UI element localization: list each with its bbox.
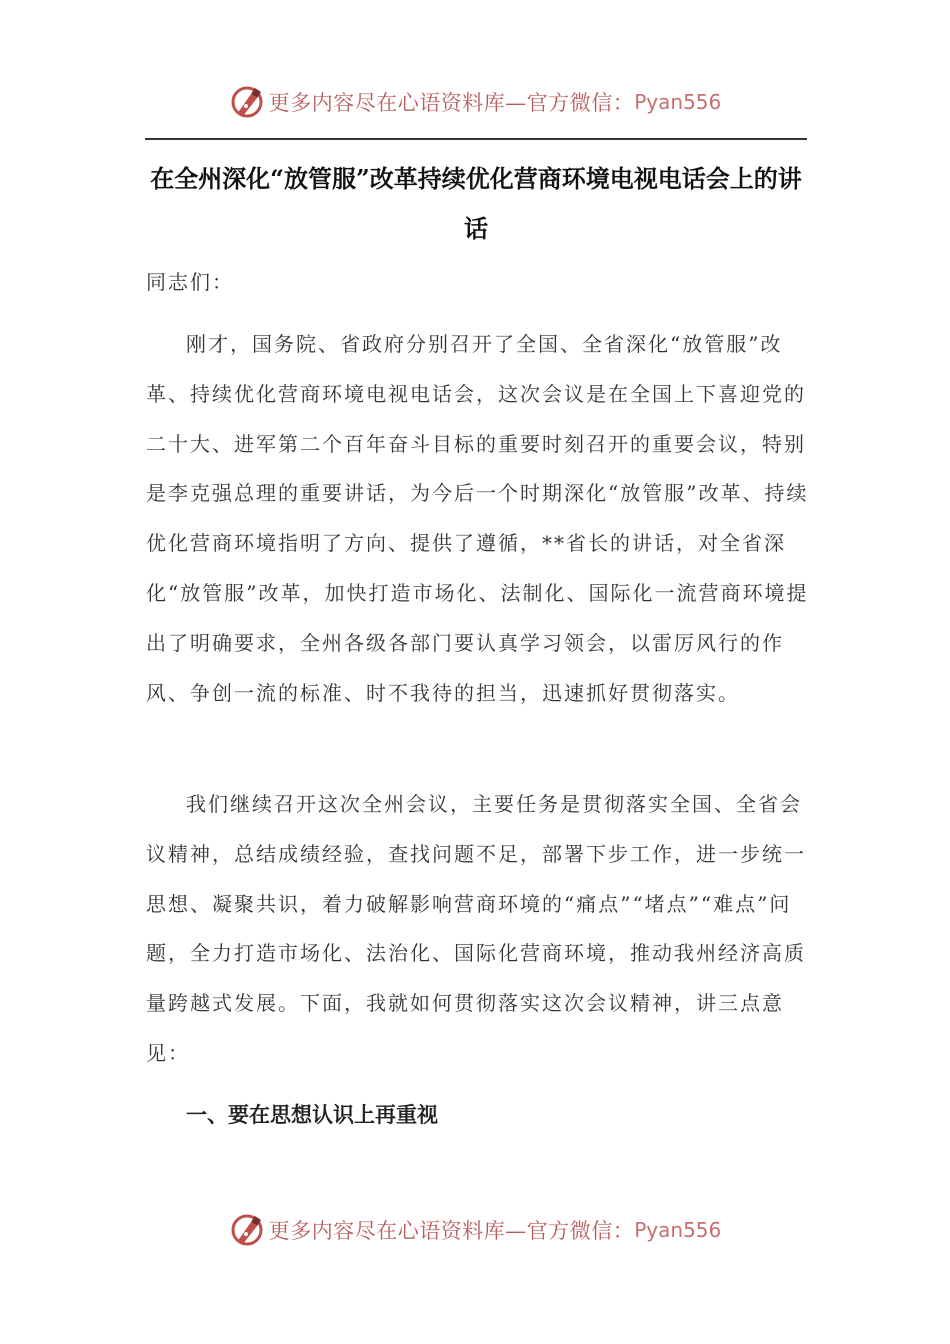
footer-banner — [0, 1210, 950, 1250]
salutation: 同志们： — [146, 270, 234, 294]
header-banner — [0, 82, 950, 122]
document-title: 在全州深化“放管服”改革持续优化营商环境电视电话会上的讲话 — [150, 164, 802, 243]
pen-nib-logo-icon — [229, 84, 265, 120]
header-divider — [145, 138, 807, 140]
paragraph-2: 我们继续召开这次全州会议，主要任务是贯彻落实全国、全省会议精神，总结成绩经验，查找问题不足，部署下步工作，进一步统一思想、凝聚共识，着力破解影响营商环境的“痛点”“堵点”“难点”问题，全力打造市场化、法治化、国际化营商环境，推动我州经济高质量跨越式发展。下面，我就如何贯彻落实这次会议精神，讲三点意见： — [146, 792, 806, 1065]
pen-nib-logo-icon — [229, 1212, 265, 1248]
banner-text: 更多内容尽在心语资料库—官方微信： — [268, 91, 635, 115]
wechat-id: Pyan556 — [634, 90, 722, 114]
paragraph-1: 刚才，国务院、省政府分别召开了全国、全省深化“放管服”改革、持续优化营商环境电视电话会，这次会议是在全国上下喜迎党的二十大、进军第二个百年奋斗目标的重要时刻召开的重要会议，特别是李克强总理的重要讲话，为今后一个时期深化“放管服”改革、持续优化营商环境指明了方向、提供了遵循，**省长的讲话，对全省深化“放管服”改革，加快打造市场化、法制化、国际化一流营商环境提出了明确要求，全州各级各部门要认真学习领会，以雷厉风行的作风、争创一流的标准、时不我待的担当，迅速抓好贯彻落实。 — [146, 332, 809, 705]
section-heading: 一、要在思想认识上再重视 — [186, 1102, 438, 1127]
wechat-id: Pyan556 — [634, 1218, 722, 1242]
banner-text: 更多内容尽在心语资料库—官方微信： — [268, 1219, 635, 1243]
